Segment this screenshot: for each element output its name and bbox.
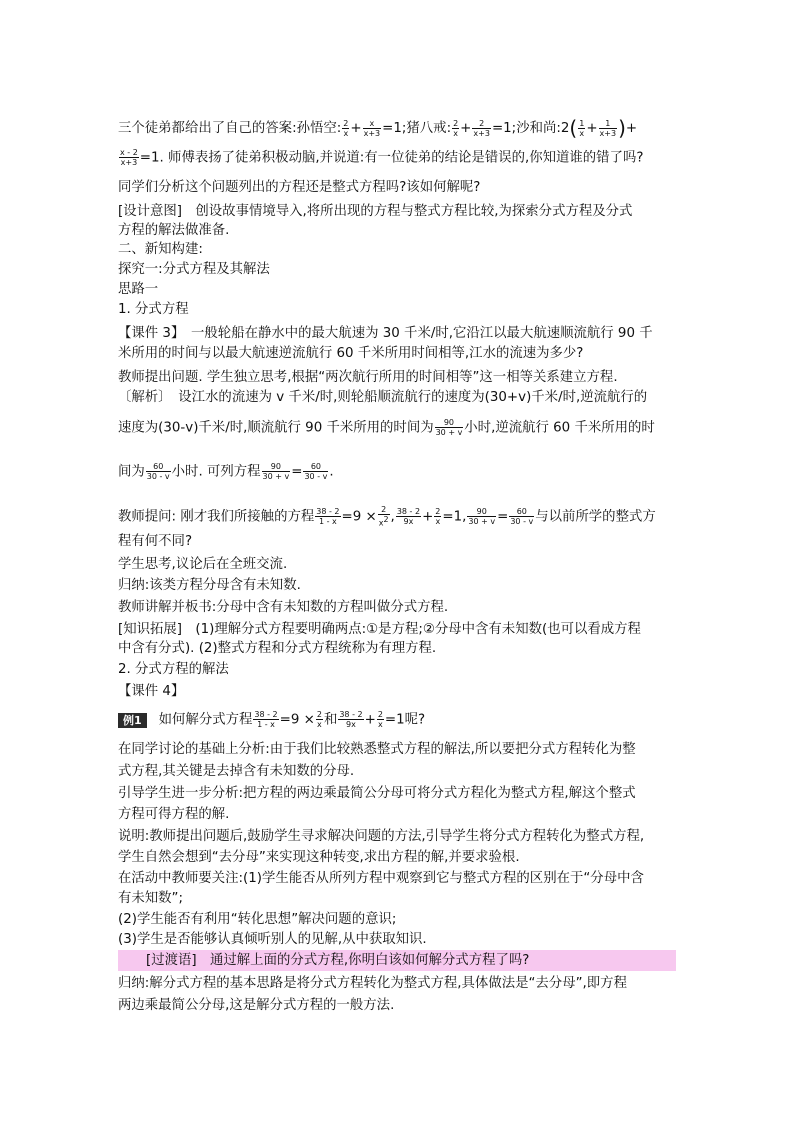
fraction: $\frac{60}{30 - v}$: [146, 462, 170, 481]
fraction: $\frac{38 - 2}{1 - x}$: [254, 710, 278, 729]
paragraph-line: 教师讲解并板书:分母中含有未知数的方程叫做分式方程.: [118, 600, 449, 615]
paragraph-line: 学生自然会想到“去分母”来实现这种转变,求出方程的解,并要求验根.: [118, 850, 520, 865]
story-question-line: [118, 148, 643, 169]
fraction: $\frac{2}{x}$: [435, 506, 441, 526]
paragraph-line: [知识拓展] (1)理解分式方程要明确两点:①是方程;②分母中含有未知数(也可以看成方程: [118, 622, 641, 637]
paragraph-line: 说明:教师提出问题后,鼓励学生寻求解决问题的方法,引导学生将分式方程转化为整式方程,: [118, 829, 645, 844]
story-answers-line: 三个徒弟都给出了自己的答案:孙悟空: $\frac{2}{x}$ + $\frac{x}{x+3}$ =1;猪八戒: $\frac{2}{x}$ + $\frac{2}{x+3}$ =1;沙和尚:2( $\frac{1}{x}$ + $\frac{1}{x+3}$ )+: [118, 116, 638, 140]
teacher-question-line: 教师提问: 刚才我们所接触的方程 $\frac{38 - 2}{1 - x}$ =9 × $\frac{2}{x^2}$ , $\frac{38 - 2}{9x}$ + $\frac{2}{x}$ =1, $\frac{90}{30 + v}$ = $\frac{60}{30 - v}$ 与以前所学的整式方: [118, 505, 656, 528]
paragraph-line: 式方程,其关键是去掉含有未知数的分母.: [118, 764, 355, 779]
transition-text: [过渡语] 通过解上面的分式方程,你明白该如何解分式方程了吗?: [146, 953, 530, 968]
paragraph-line: 〔解析〕 设江水的流速为 v 千米/时,则轮船顺流航行的速度为(30+v)千米/时,逆流航行的: [118, 390, 648, 405]
fraction: $\frac{1}{x}$: [579, 118, 585, 138]
paragraph-line: 教师提出问题. 学生独立思考,根据“两次航行所用的时间相等”这一相等关系建立方程.: [118, 370, 618, 385]
paragraph-line: 在活动中教师要关注:(1)学生能否从所列方程中观察到它与整式方程的区别在于“分母中含: [118, 871, 644, 886]
analysis-line: 间为 $\frac{60}{30 - v}$ 小时. 可列方程 $\frac{90}{30 + v}$ = $\frac{60}{30 - v}$ .: [118, 462, 334, 481]
text: =1. 师傅表扬了徒弟积极动脑,并说道:有一位徒弟的结论是错误的,你知道谁的错了吗?: [139, 150, 644, 166]
paragraph-line: 方程可得方程的解.: [118, 807, 230, 822]
section-heading: 2. 分式方程的解法: [118, 662, 229, 677]
paragraph-line: 同学们分析这个问题列出的方程还是整式方程吗?该如何解呢?: [118, 180, 481, 195]
fraction: $\frac{2}{x}$: [316, 710, 322, 729]
paragraph-line: 在同学讨论的基础上分析:由于我们比较熟悉整式方程的解法,所以要把分式方程转化为整: [118, 742, 636, 757]
example-line: 例1 如何解分式方程 $\frac{38 - 2}{1 - x}$ =9 × $\frac{2}{x}$ 和 $\frac{38 - 2}{9x}$ + $\frac{2}{x}$ =1呢?: [118, 710, 425, 731]
fraction: $\frac{90}{30 + v}$: [262, 462, 290, 481]
paragraph-line: 学生思考,议论后在全班交流.: [118, 557, 288, 572]
paragraph-line: 程有何不同?: [118, 534, 193, 549]
fraction: $\frac{2}{x+3}$: [473, 118, 490, 138]
fraction: $\frac{90}{30 + v}$: [435, 418, 463, 437]
paragraph-line: (2)学生能否有利用“转化思想”解决问题的意识;: [118, 912, 397, 927]
paragraph-line: 有未知数”;: [118, 891, 184, 906]
fraction: $\frac{90}{30 + v}$: [468, 506, 496, 526]
paragraph-line: 引导学生进一步分析:把方程的两边乘最简公分母可将分式方程化为整式方程,解这个整式: [118, 786, 636, 801]
paragraph-line: [设计意图] 创设故事情境导入,将所出现的方程与整式方程比较,为探索分式方程及分式: [118, 204, 633, 219]
fraction: $\frac{38 - 2}{9x}$: [339, 710, 363, 729]
section-heading: 【课件 4】: [118, 684, 185, 699]
fraction: $\frac{2}{x}$: [343, 118, 349, 138]
section-heading: 思路一: [118, 282, 159, 297]
paragraph-line: 归纳:该类方程分母含有未知数.: [118, 578, 301, 593]
paragraph-line: 两边乘最简公分母,这是解分式方程的一般方法.: [118, 998, 395, 1013]
section-heading: 二、新知构建:: [118, 242, 203, 257]
fraction: $\frac{38 - 2}{1 - x}$: [316, 506, 340, 526]
paragraph-line: 中含有分式). (2)整式方程和分式方程统称为有理方程.: [118, 641, 437, 656]
paragraph-line: 归纳:解分式方程的基本思路是将分式方程转化为整式方程,具体做法是“去分母”,即方程: [118, 976, 627, 991]
fraction: $\frac{1}{x+3}$: [599, 118, 617, 138]
fraction: $\frac{60}{30 - v}$: [510, 506, 534, 526]
fraction: $\frac{38 - 2}{9x}$: [396, 506, 421, 526]
analysis-line: 速度为(30-v)千米/时,顺流航行 90 千米所用的时间为 $\frac{90}{30 + v}$ 小时,逆流航行 60 千米所用的时: [118, 418, 655, 437]
section-heading: 探究一:分式方程及其解法: [118, 262, 270, 277]
paragraph-line: 米所用的时间与以最大航速逆流航行 60 千米所用时间相等,江水的流速为多少?: [118, 346, 584, 361]
paragraph-line: (3)学生是否能够认真倾听别人的见解,从中获取知识.: [118, 932, 427, 947]
text: 三个徒弟都给出了自己的答案:孙悟空:: [118, 121, 342, 136]
text: =1;猪八戒:: [382, 121, 452, 136]
fraction: $\frac{60}{30 - v}$: [304, 462, 328, 481]
example-badge: 例1: [118, 713, 147, 728]
text: =1;沙和尚:2: [491, 121, 570, 136]
fraction: $\frac{2}{x}$: [453, 118, 459, 138]
section-heading: 1. 分式方程: [118, 302, 189, 317]
paragraph-line: 方程的解法做准备.: [118, 223, 230, 238]
paragraph-line: 【课件 3】 一般轮船在静水中的最大航速为 30 千米/时,它沿江以最大航速顺流航行 90 千: [118, 326, 653, 341]
fraction: $\frac{2}{x}$: [377, 710, 383, 729]
fraction: $\frac{x - 2}{x+3}$: [120, 148, 138, 167]
fraction: $\frac{x}{x+3}$: [363, 118, 381, 138]
fraction: $\frac{2}{x^2}$: [378, 505, 389, 528]
